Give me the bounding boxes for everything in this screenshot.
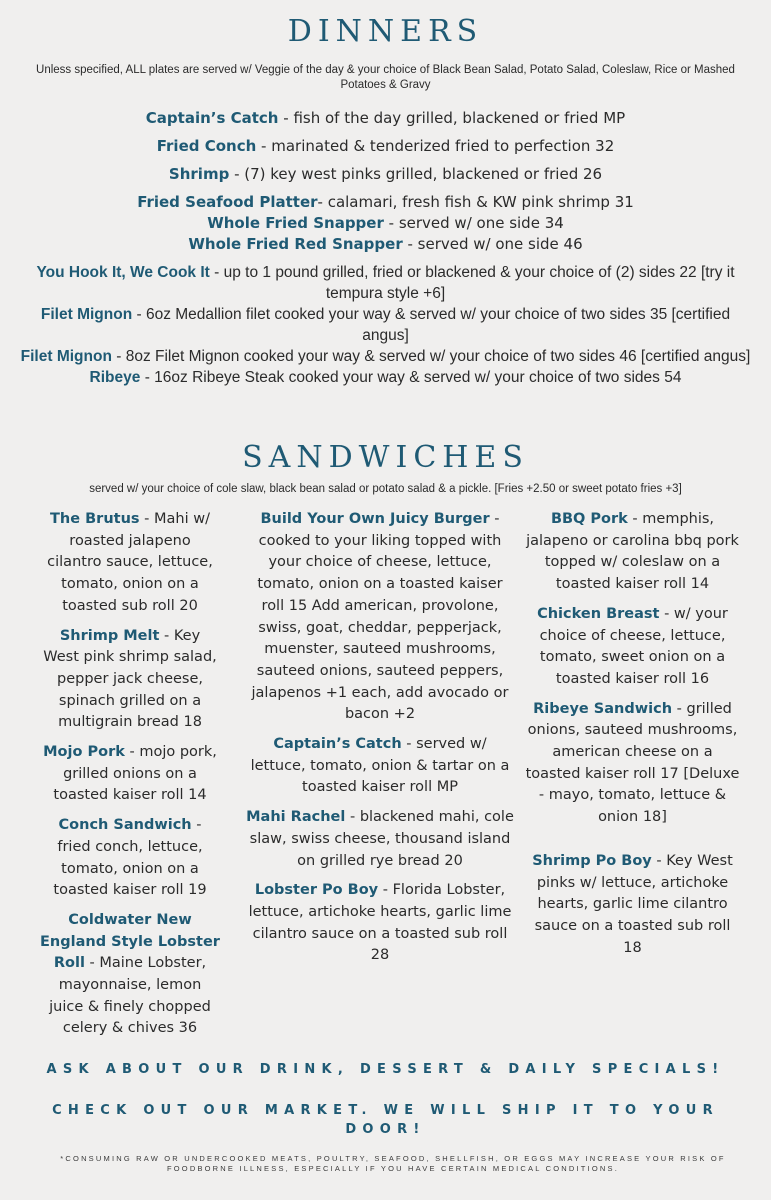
item-name: Lobster Po Boy [254, 882, 379, 899]
item-name: Coldwater New England Style Lobster Roll [40, 911, 220, 972]
item-desc: fried conch, lettuce, tomato, onion on a toasted kaiser roll 19 [53, 838, 207, 899]
item-desc: Florida Lobster, lettuce, artichoke hearts, garlic lime cilantro sauce on a toasted sub roll 28 [248, 882, 512, 964]
item-desc: fish of the day grilled, blackened or fried MP [293, 109, 626, 127]
market-banner: CHECK OUT OUR MARKET. WE WILL SHIP IT TO YOUR DOOR! [52, 1103, 719, 1137]
item-name: Mojo Pork [43, 744, 125, 761]
sandwich-column-1 [40, 509, 220, 1048]
item-name: The Brutus [50, 511, 140, 527]
sandwich-item: Captain’s Catch - served w/ lettuce, tomato, onion & tartar on a toasted kaiser roll MP [250, 736, 510, 796]
item-desc: w/ your choice of cheese, lettuce, tomato, sweet onion on a toasted kaiser roll 16 [539, 605, 728, 687]
item-name: Shrimp [168, 165, 230, 183]
sandwich-item: BBQ Pork - memphis, jalapeno or carolina bbq pork topped w/ coleslaw on a toasted kaiser roll 14 [526, 511, 739, 593]
item-desc: up to 1 pound grilled, fried or blackened & your choice of (2) sides 22 [try it tempura style +6] [223, 264, 735, 302]
item-desc: grilled onions, sauteed mushrooms, american cheese on a toasted kaiser roll 17 [Deluxe - mayo, tomato, lettuce & onion 18] [525, 700, 740, 826]
dinner-item: Fried Seafood Platter- calamari, fresh fish & KW pink shrimp 31 [137, 193, 634, 211]
sandwiches-title: SANDWICHES [242, 440, 529, 475]
sandwich-item: Ribeye Sandwich - grilled onions, sauteed mushrooms, american cheese on a toasted kaiser roll 17 [Deluxe - mayo, tomato, lettuce & onion 18] [525, 700, 740, 826]
item-desc: served w/ lettuce, tomato, onion & tartar on a toasted kaiser roll MP [250, 736, 510, 796]
item-desc: Key West pink shrimp salad, pepper jack cheese, spinach grilled on a multigrain bread 18 [43, 627, 217, 731]
dinners-subtitle: Unless specified, ALL plates are served w/ Veggie of the day & your choice of Black Bean Salad, Potato Salad, Coleslaw, Rice or Mashed Potatoes & Gravy [36, 64, 735, 91]
specials-banner: ASK ABOUT OUR DRINK, DESSERT & DAILY SPECIALS! [46, 1062, 725, 1077]
sandwich-item: Coldwater New England Style Lobster Roll - Maine Lobster, mayonnaise, lemon juice & finely chopped celery & chives 36 [40, 911, 220, 1037]
item-name: Ribeye [89, 369, 141, 386]
item-name: You Hook It, We Cook It [36, 264, 210, 281]
dinner-item: Filet Mignon - 6oz Medallion filet cooked your way & served w/ your choice of two sides 35 [certified angus] [40, 306, 731, 344]
item-name: Fried Conch [156, 137, 257, 155]
item-name: Shrimp Po Boy [532, 852, 652, 869]
item-name: Build Your Own Juicy Burger [260, 511, 490, 527]
sandwich-item: Lobster Po Boy - Florida Lobster, lettuce, artichoke hearts, garlic lime cilantro sauce on a toasted sub roll 28 [248, 882, 512, 964]
sandwich-item: Conch Sandwich - fried conch, lettuce, tomato, onion on a toasted kaiser roll 19 [53, 817, 207, 899]
item-desc: 16oz Ribeye Steak cooked your way & served w/ your choice of two sides 54 [154, 369, 682, 386]
sandwich-column-3 [525, 509, 740, 967]
dinner-item: Whole Fried Red Snapper - served w/ one side 46 [188, 235, 583, 253]
item-name: Conch Sandwich [58, 817, 192, 834]
sandwich-column-2 [245, 509, 515, 975]
item-desc: blackened mahi, cole slaw, swiss cheese, thousand island on grilled rye bread 20 [249, 809, 514, 869]
dinners-title: DINNERS [287, 14, 484, 49]
food-safety-disclaimer: *CONSUMING RAW OR UNDERCOOKED MEATS, POULTRY, SEAFOOD, SHELLFISH, OR EGGS MAY INCREASE YOUR RISK OF FOODBORNE ILLNESS, ESPECIALLY IF YOU HAVE CERTAIN MEDICAL CONDITIONS. [60, 1154, 726, 1173]
item-desc: marinated & tenderized fried to perfection 32 [271, 137, 615, 155]
item-name: BBQ Pork [550, 511, 628, 527]
dinner-item: Shrimp - (7) key west pinks grilled, blackened or fried 26 [168, 165, 603, 183]
dinner-item: Whole Fried Snapper - served w/ one side 34 [207, 214, 564, 232]
sandwich-item: Shrimp Melt - Key West pink shrimp salad, pepper jack cheese, spinach grilled on a multigrain bread 18 [43, 627, 217, 731]
item-name: Captain’s Catch [145, 109, 279, 127]
item-desc: memphis, jalapeno or carolina bbq pork topped w/ coleslaw on a toasted kaiser roll 14 [526, 511, 739, 593]
sandwich-item: Shrimp Po Boy - Key West pinks w/ lettuce, artichoke hearts, garlic lime cilantro sauce on a toasted sub roll 18 [532, 852, 733, 956]
item-name: Mahi Rachel [246, 809, 346, 826]
item-desc: (7) key west pinks grilled, blackened or fried 26 [244, 165, 603, 183]
item-name: Fried Seafood Platter [137, 193, 318, 211]
dinner-item: Fried Conch - marinated & tenderized fried to perfection 32 [156, 137, 615, 155]
item-name: Ribeye Sandwich [533, 700, 673, 717]
item-name: Filet Mignon [40, 306, 133, 323]
item-name: Whole Fried Red Snapper [188, 235, 403, 253]
item-name: Filet Mignon [20, 348, 112, 365]
item-desc: Key West pinks w/ lettuce, artichoke hearts, garlic lime cilantro sauce on a toasted sub roll 18 [534, 852, 733, 956]
sandwiches-subtitle: served w/ your choice of cole slaw, black bean salad or potato salad & a pickle. [Fries +2.50 or sweet potato fries +3] [89, 483, 682, 495]
item-desc: cooked to your liking topped with your choice of cheese, lettuce, tomato, onion on a toasted kaiser roll 15 Add american, provolone, swiss, goat, cheddar, pepperjack, muenster, sauteed mushrooms, sauteed onions, sauteed peppers, jalapenos +1 each, add avocado or bacon +2 [251, 532, 509, 723]
item-desc: 6oz Medallion filet cooked your way & served w/ your choice of two sides 35 [certified angus] [145, 306, 731, 344]
item-desc: mojo pork, grilled onions on a toasted kaiser roll 14 [53, 744, 217, 804]
item-name: Whole Fried Snapper [207, 214, 384, 232]
dinner-item: Ribeye - 16oz Ribeye Steak cooked your way & served w/ your choice of two sides 54 [89, 369, 682, 386]
item-desc: 8oz Filet Mignon cooked your way & served w/ your choice of two sides 46 [certified angus] [125, 348, 751, 365]
item-desc: Maine Lobster, mayonnaise, lemon juice & finely chopped celery & chives 36 [49, 955, 211, 1037]
dinners-list [20, 108, 751, 388]
dinner-item: You Hook It, We Cook It - up to 1 pound grilled, fried or blackened & your choice of (2) sides 22 [try it tempura style +6] [36, 264, 735, 302]
dinner-item: Filet Mignon - 8oz Filet Mignon cooked your way & served w/ your choice of two sides 46 [certified angus] [20, 348, 751, 365]
sandwich-item: Chicken Breast - w/ your choice of cheese, lettuce, tomato, sweet onion on a toasted kaiser roll 16 [537, 605, 728, 687]
item-name: Captain’s Catch [273, 736, 402, 753]
item-desc: calamari, fresh fish & KW pink shrimp 31 [327, 193, 634, 211]
item-desc: served w/ one side 34 [398, 214, 564, 232]
dinner-item: Captain’s Catch - fish of the day grilled, blackened or fried MP [145, 109, 626, 127]
sandwich-item: Build Your Own Juicy Burger - cooked to your liking topped with your choice of cheese, lettuce, tomato, onion on a toasted kaiser roll 15 Add american, provolone, swiss, goat, cheddar, pepperjack, muenster, sauteed mushrooms, sauteed onions, sauteed peppers, jalapenos +1 each, add avocado or bacon +2 [251, 511, 509, 723]
item-name: Shrimp Melt [59, 627, 160, 644]
sandwich-item: Mojo Pork - mojo pork, grilled onions on a toasted kaiser roll 14 [43, 744, 217, 804]
sandwich-item: The Brutus - Mahi w/ roasted jalapeno cilantro sauce, lettuce, tomato, onion on a toasted sub roll 20 [47, 511, 213, 614]
item-desc: served w/ one side 46 [417, 235, 583, 253]
sandwich-item: Mahi Rachel - blackened mahi, cole slaw, swiss cheese, thousand island on grilled rye bread 20 [246, 809, 514, 869]
item-name: Chicken Breast [537, 605, 660, 622]
item-desc: Mahi w/ roasted jalapeno cilantro sauce, lettuce, tomato, onion on a toasted sub roll 20 [47, 511, 213, 614]
